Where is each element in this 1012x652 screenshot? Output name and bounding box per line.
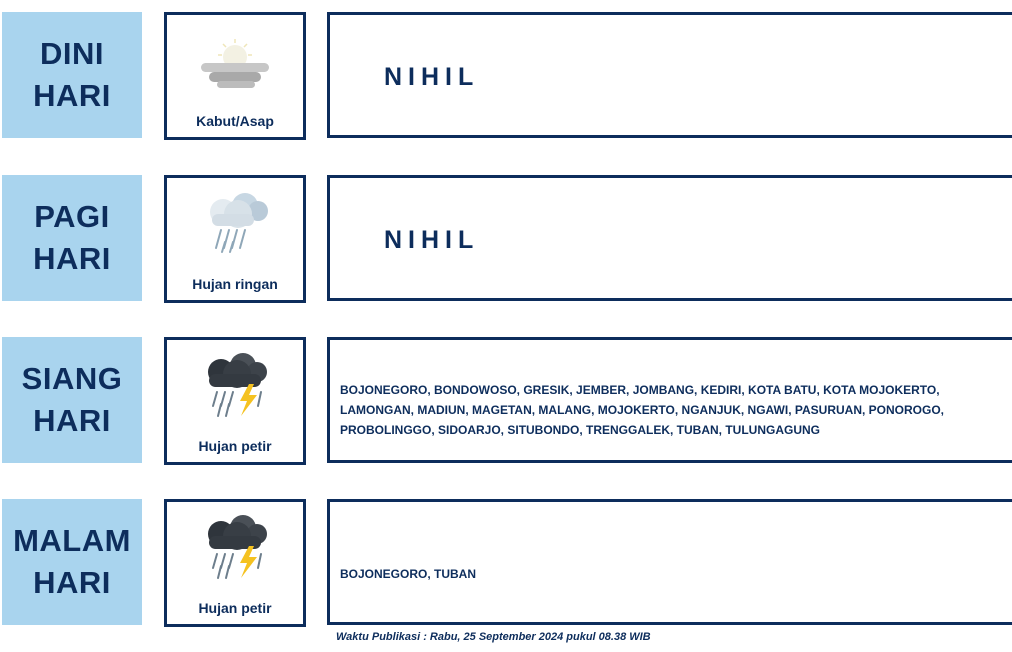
weather-box	[164, 175, 306, 303]
row-siang-hari	[0, 337, 1012, 465]
period-label-line1: SIANG	[21, 361, 123, 396]
weather-box	[164, 337, 306, 465]
thunderstorm-icon	[187, 348, 281, 428]
period-label	[2, 12, 142, 138]
period-label-line2: HARI	[33, 565, 111, 600]
area-box	[327, 175, 1012, 301]
row-dini-hari	[0, 12, 1012, 140]
period-label	[2, 337, 142, 463]
period-label-line2: HARI	[33, 78, 111, 113]
light-rain-icon	[187, 186, 281, 266]
period-label-line1: DINI	[40, 36, 104, 71]
weather-box	[164, 499, 306, 627]
row-pagi-hari	[0, 175, 1012, 303]
weather-caption: Hujan ringan	[192, 276, 278, 292]
nihil-text: NIHIL	[384, 63, 480, 91]
thunderstorm-icon	[187, 510, 281, 590]
weather-caption: Hujan petir	[198, 438, 272, 454]
period-label-line1: PAGI	[34, 199, 110, 234]
area-box	[327, 499, 1012, 625]
publication-time: Waktu Publikasi : Rabu, 25 September 2024 pukul 08.38 WIB	[336, 631, 651, 643]
fog-haze-icon	[187, 23, 281, 103]
period-label-line1: MALAM	[13, 523, 131, 558]
period-label-line2: HARI	[33, 241, 111, 276]
period-label	[2, 499, 142, 625]
row-malam-hari	[0, 499, 1012, 627]
period-label-line2: HARI	[33, 403, 111, 438]
weather-caption: Kabut/Asap	[196, 113, 274, 129]
region-list: BOJONEGORO, TUBAN	[340, 567, 477, 581]
period-label	[2, 175, 142, 301]
area-box	[327, 12, 1012, 138]
weather-caption: Hujan petir	[198, 600, 272, 616]
region-list: BOJONEGORO, BONDOWOSO, GRESIK, JEMBER, JOMBANG, KEDIRI, KOTA BATU, KOTA MOJOKERTO, LAMONGAN, MADIUN, MAGETAN, MALANG, MOJOKERTO, NGANJUK, NGAWI, PASURUAN, PONOROGO, PROBOLINGGO, SIDOARJO, SITUBONDO, TRENGGALEK, TUBAN, TULUNGAGUNG	[340, 383, 945, 437]
nihil-text: NIHIL	[384, 226, 480, 254]
area-box	[327, 337, 1012, 463]
weather-box	[164, 12, 306, 140]
